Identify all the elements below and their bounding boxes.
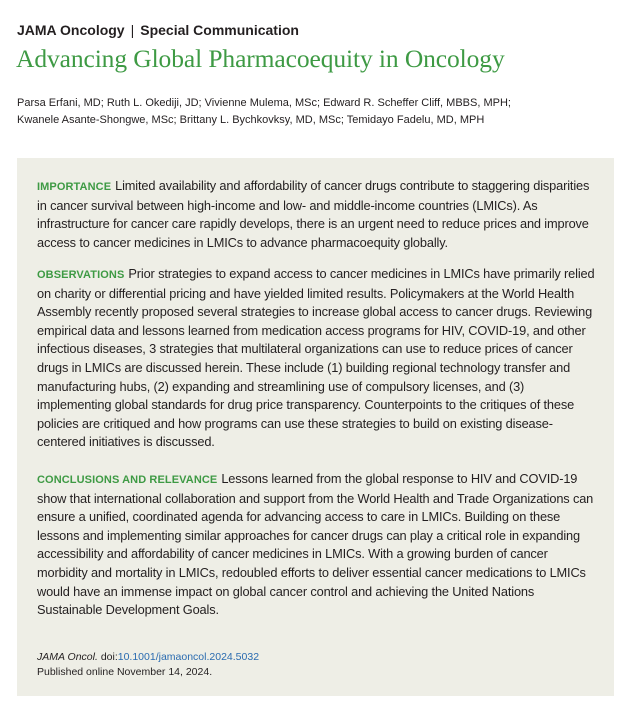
abstract-conclusions [37, 470, 600, 620]
abstract-observations [37, 265, 600, 452]
abstract-box [17, 158, 614, 696]
author-list [17, 95, 617, 129]
doi-label: doi: [100, 651, 118, 663]
journal-header [17, 22, 299, 38]
observations-heading: OBSERVATIONS [37, 269, 125, 281]
importance-heading: IMPORTANCE [37, 181, 112, 193]
journal-name: JAMA Oncology [17, 22, 125, 38]
author-line-2: Kwanele Asante-Shongwe, MSc; Brittany L. Bychkovksy, MD, MSc; Temidayo Fadelu, MD, MPH [17, 114, 485, 126]
abstract-importance [37, 177, 600, 252]
conclusions-heading: CONCLUSIONS AND RELEVANCE [37, 474, 218, 486]
doi-link[interactable]: 10.1001/jamaoncol.2024.5032 [117, 651, 260, 663]
header-separator: | [130, 22, 135, 38]
conclusions-text: Lessons learned from the global response to HIV and COVID-19 show that international collaboration and support from the World Health and Trade Organizations can ensure a unified, coordinated agenda for advancing access to care in LMICs. Building on these lessons and implementing similar approaches for cancer drugs can play a critical role in expanding accessibility and affordability of cancer medicines in LMICs. With a growing burden of cancer morbidity and mortality in LMICs, redoubled efforts to deliver essential cancer medications to LMICs would have an immense impact on global cancer control and achieving the United Nations Sustainable Development Goals. [37, 471, 594, 618]
article-type: Special Communication [140, 22, 299, 38]
importance-text: Limited availability and affordability of cancer drugs contribute to staggering disparities in cancer survival between high-income and low- and middle-income countries (LMICs). As infrastructure for cancer care rapidly develops, there is an urgent need to reduce prices and improve access to cancer medicines in LMICs to advance pharmacoequity globally. [37, 178, 590, 250]
article-title: Advancing Global Pharmacoequity in Oncology [16, 44, 505, 73]
author-line-1: Parsa Erfani, MD; Ruth L. Okediji, JD; Vivienne Mulema, MSc; Edward R. Scheffer Cliff, MBBS, MPH; [17, 97, 511, 109]
published-date: Published online November 14, 2024. [37, 666, 213, 678]
citation [37, 650, 259, 680]
journal-abbrev: JAMA Oncol. [37, 651, 98, 663]
observations-text: Prior strategies to expand access to cancer medicines in LMICs have primarily relied on charity or differential pricing and have yielded limited results. Policymakers at the World Health Assembly recently proposed several strategies to increase global access to cancer drugs. Reviewing empirical data and lessons learned from medication access programs for HIV, COVID-19, and other infectious diseases, 3 strategies that multilateral organizations can use to reduce prices of cancer drugs in LMICs are discussed herein. These include (1) building regional technology transfer and manufacturing hubs, (2) expanding and streamlining use of compulsory licenses, and (3) implementing global standards for drug price transparency. Counterpoints to the critiques of these policies are critiqued and how programs can use these strategies to build on existing disease-centered initiatives is discussed. [37, 266, 595, 450]
doi-line [37, 650, 259, 665]
